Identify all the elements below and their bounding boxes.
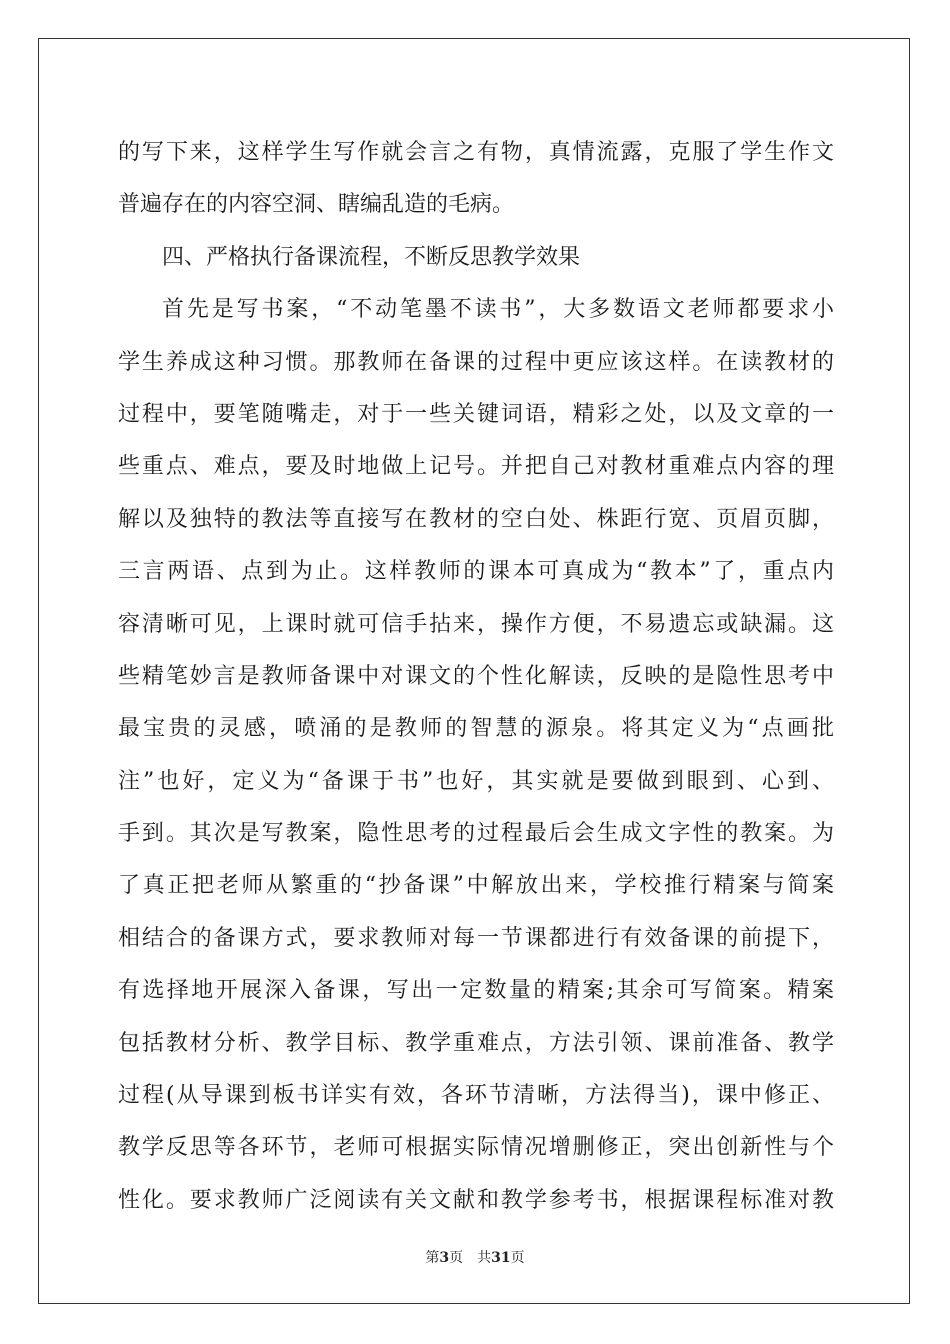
- text-line: 过程中，要笔随嘴走，对于一些关键词语，精彩之处，以及文章的一: [118, 401, 834, 427]
- text-line: 教学反思等各环节，老师可根据实际情况增删修正，突出创新性与个: [118, 1135, 834, 1161]
- text-line: 学生养成这种习惯。那教师在备课的过程中更应该这样。在读教材的: [118, 349, 834, 375]
- page-prefix: 第: [425, 1250, 440, 1266]
- text-line: 相结合的备课方式，要求教师对每一节课都进行有效备课的前提下，: [118, 925, 834, 951]
- text-line: 注”也好，定义为“备课于书”也好，其实就是要做到眼到、心到、: [118, 768, 834, 794]
- text-line: 容清晰可见，上课时就可信手拈来，操作方便，不易遗忘或缺漏。这: [118, 611, 834, 637]
- total-suffix: 页: [510, 1250, 525, 1266]
- total-prefix: 共: [477, 1250, 492, 1266]
- paragraph-first-line: 首先是写书案，“不动笔墨不读书”，大多数语文老师都要求小: [162, 297, 834, 323]
- section-heading: 四、严格执行备课流程，不断反思教学效果: [162, 244, 581, 270]
- text-line: 过程(从导课到板书详实有效，各环节清晰，方法得当)，课中修正、: [118, 1083, 834, 1109]
- text-line: 些精笔妙言是教师备课中对课文的个性化解读，反映的是隐性思考中: [118, 663, 834, 689]
- text-line: 有选择地开展深入备课，写出一定数量的精案;其余可写简案。精案: [118, 978, 834, 1004]
- text-line: 包括教材分析、教学目标、教学重难点，方法引领、课前准备、教学: [118, 1030, 834, 1056]
- text-line: 解以及独特的教法等直接写在教材的空白处、株距行宽、页眉页脚，: [118, 506, 834, 532]
- total-pages: 31: [491, 1250, 511, 1266]
- text-line: 性化。要求教师广泛阅读有关文献和教学参考书，根据课程标准对教: [118, 1187, 834, 1213]
- page-suffix: 页: [449, 1250, 464, 1266]
- text-line: 普遍存在的内容空洞、瞎编乱造的毛病。: [118, 192, 515, 218]
- text-line: 三言两语、点到为止。这样教师的课本可真成为“教本”了，重点内: [118, 559, 834, 585]
- page-footer: [0, 1247, 950, 1267]
- text-line: 最宝贵的灵感，喷涌的是教师的智慧的源泉。将其定义为“点画批: [118, 716, 834, 742]
- text-line: 手到。其次是写教案，隐性思考的过程最后会生成文字性的教案。为: [118, 821, 834, 847]
- text-line: 了真正把老师从繁重的“抄备课”中解放出来，学校推行精案与简案: [118, 873, 834, 899]
- page-number: 3: [439, 1250, 450, 1266]
- text-line: 的写下来，这样学生写作就会言之有物，真情流露，克服了学生作文: [118, 140, 834, 165]
- document-body: [118, 127, 834, 1227]
- text-line: 些重点、难点，要及时地做上记号。并把自己对教材重难点内容的理: [118, 454, 834, 480]
